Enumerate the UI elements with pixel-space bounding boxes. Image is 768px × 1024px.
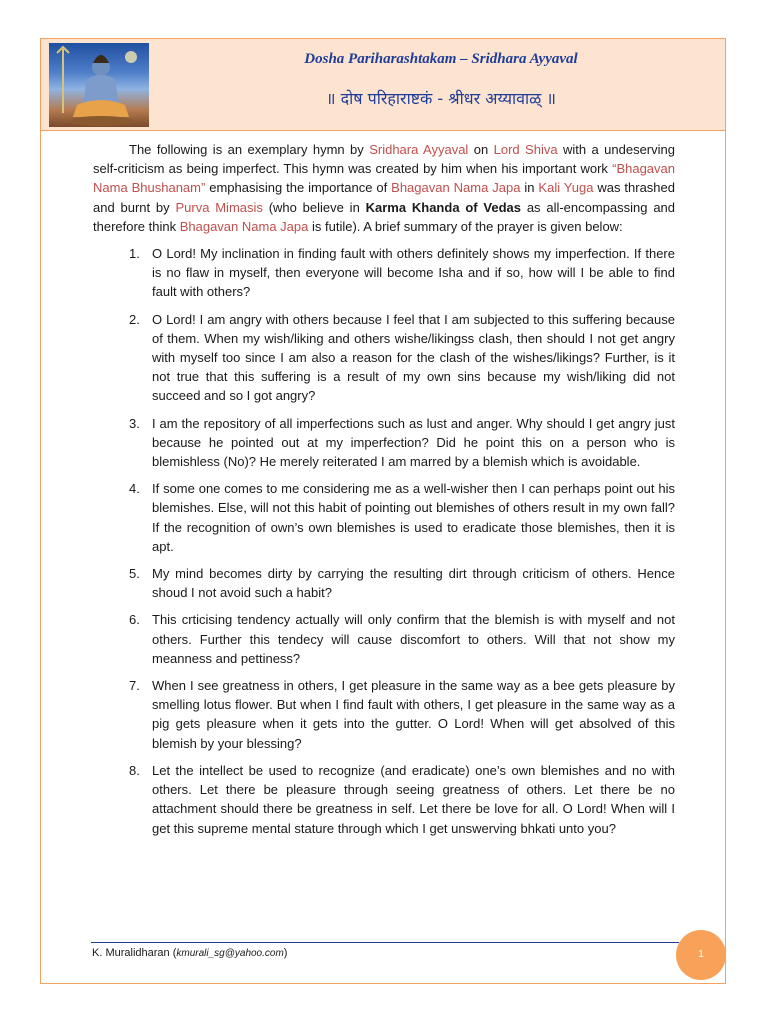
shiva-image bbox=[49, 43, 149, 127]
page-subtitle-sanskrit: ॥ दोष परिहाराष्टकं - श्रीधर अय्यावाळ् ॥ bbox=[325, 89, 557, 108]
list-item-number: 7. bbox=[129, 678, 140, 694]
list-item bbox=[93, 414, 675, 472]
list-item bbox=[93, 610, 675, 668]
highlight-bhagavan-nama-japa: Bhagavan Nama Japa bbox=[391, 180, 521, 196]
footer-author: K. Muralidharan (kmurali_sg@yahoo.com) bbox=[92, 947, 288, 959]
list-item-number: 3. bbox=[129, 415, 140, 431]
highlight-kali-yuga: Kali Yuga bbox=[538, 180, 594, 196]
highlight-lord-shiva: Lord Shiva bbox=[493, 142, 558, 157]
list-item-number: 6. bbox=[129, 612, 140, 628]
list-item-number: 8. bbox=[129, 762, 140, 778]
list-item-text: If some one comes to me considering me as a well-wisher then I can perhaps point out his blemishes. Else, will not this habit of pointing out blemishes of others result in my own fall? If the recognition of own’s own blemishes is used to eradicate those blemishes, then it is apt. bbox=[152, 481, 675, 554]
list-item-number: 2. bbox=[129, 311, 140, 327]
list-item-text: I am the repository of all imperfections such as lust and anger. Why should I get angry just because he pointed out at my imperfection? Did he point this on a person who is blemishless (No)? He merely reiterated I am marred by a blemish which is avoidable. bbox=[152, 415, 675, 470]
highlight-purva-mimasis: Purva Mimasis bbox=[175, 199, 263, 215]
list-item-number: 1. bbox=[129, 246, 140, 262]
header-banner bbox=[41, 39, 725, 131]
list-item-number: 4. bbox=[129, 481, 140, 497]
highlight-bhagavan-nama-bhushanam: “Bhagavan Nama Bhushanam” bbox=[93, 161, 675, 196]
list-item bbox=[93, 244, 675, 302]
list-item-number: 5. bbox=[129, 566, 140, 582]
page-title: Dosha Pariharashtakam – Sridhara Ayyaval bbox=[304, 51, 578, 67]
list-item bbox=[93, 761, 675, 838]
list-item-text: Let the intellect be used to recognize (and eradicate) one’s own blemishes and no with others. Let there be pleasure through seeing greatness of others. Let there be no attachment should there be greatness in self. Let there be love for all. O Lord! When will I get this supreme mental stature through which I get unswerving bhkati unto you? bbox=[152, 762, 675, 836]
list-item-text: O Lord! My inclination in finding fault with others definitely shows my imperfection. If there is no flaw in myself, then everyone will become Isha and if so, how will I be able to find fault with others? bbox=[152, 246, 675, 300]
list-item bbox=[93, 564, 675, 602]
list-item bbox=[93, 310, 675, 406]
bold-karma-khanda: Karma Khanda of Vedas bbox=[365, 199, 522, 215]
highlight-sridhara-ayyaval: Sridhara Ayyaval bbox=[369, 142, 469, 157]
list-item-text: O Lord! I am angry with others because I feel that I am subjected to this suffering because of them. When my wish/liking and others wishe/likingss clash, then should I not get angry with myself too since I am also a reason for the clash of the wishes/likings? Further, is it not true that this suffering is a result of my own sins because my wish/liking did not succeed and so I got angry? bbox=[152, 311, 675, 404]
list-item-text: This crticising tendency actually will only confirm that the blemish is with myself and not others. Further this tendecy will cause discomfort to others. Will that not show my meanness and pettiness? bbox=[152, 612, 675, 666]
list-item-text: When I see greatness in others, I get pleasure in the same way as a bee gets pleasure by smelling lotus flower. But when I find fault with others, I get pleasure in the same way as a pig gets pleasure when it gets into the gutter. O Lord! When will get absolved of this blemish by your blessing? bbox=[152, 678, 675, 751]
list-item-text: My mind becomes dirty by carrying the resulting dirt through criticism of others. Hence shoud I not avoid such a habit? bbox=[152, 566, 675, 601]
author-email: kmurali_sg@yahoo.com bbox=[176, 948, 284, 959]
summary-list bbox=[93, 244, 675, 838]
footer-divider bbox=[91, 942, 679, 943]
list-item bbox=[93, 676, 675, 753]
intro-paragraph: The following is an exemplary hymn by Sridhara Ayyaval on Lord Shiva with a undeserving self-criticism as being imperfect. This hymn was created by him when his important work “Bhagavan Nama Bhushanam” emphasising the importance of Bhagavan Nama Japa in Kali Yuga was thrashed and burnt by Purva Mimasis (who believe in Karma Khanda of Vedas as all-encompassing and therefore think Bhagavan Nama Japa is futile). A brief summary of the prayer is given below: bbox=[93, 142, 676, 234]
page-number-badge: 1 bbox=[676, 930, 726, 980]
list-item bbox=[93, 479, 675, 556]
document-body bbox=[93, 140, 675, 846]
highlight-bhagavan-nama-japa-2: Bhagavan Nama Japa bbox=[179, 218, 309, 234]
